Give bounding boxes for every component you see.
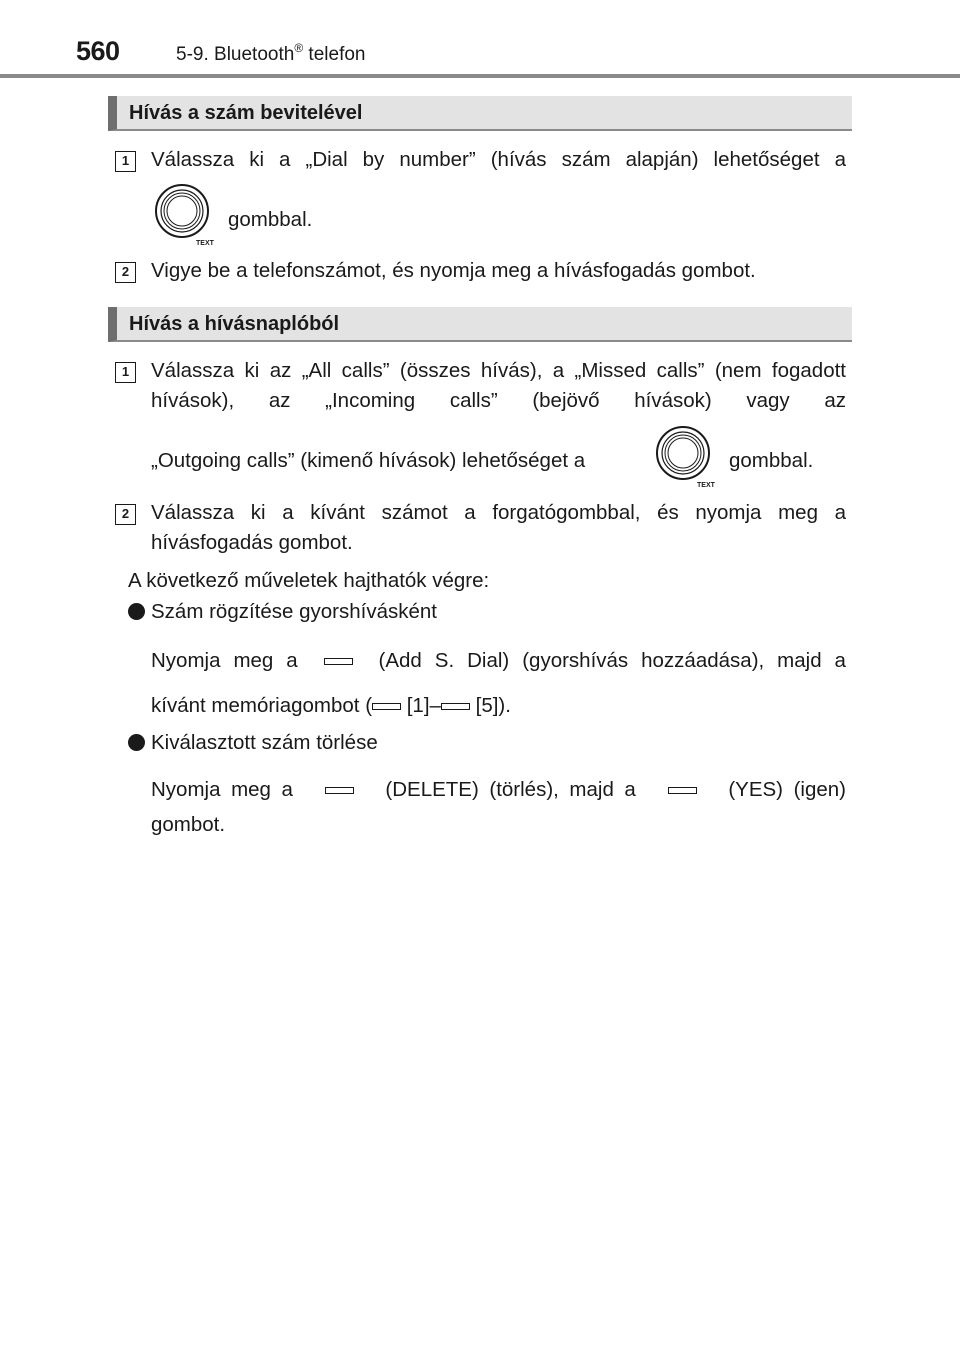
registered-mark: ®	[294, 41, 304, 55]
bullet-icon	[128, 734, 145, 751]
bullet-icon	[128, 603, 145, 620]
button-icon	[325, 783, 354, 798]
header-divider	[0, 74, 960, 78]
step-number-badge: 1	[115, 151, 136, 172]
step-text-line: „Outgoing calls” (kimenő hívások) lehetőséget a	[151, 449, 586, 472]
operation-text-part: [5]).	[475, 694, 511, 717]
button-icon	[441, 699, 470, 714]
section-header-number-entry	[108, 96, 852, 131]
operation-text: gombot.	[151, 813, 226, 836]
operation-text-part: Nyomja meg a	[151, 778, 293, 801]
step-text-suffix: gombbal.	[729, 449, 814, 472]
step-number-badge: 2	[115, 504, 136, 525]
section-prefix: 5-9. Bluetooth	[176, 44, 295, 65]
operation-text	[151, 775, 846, 805]
step-number-badge: 1	[115, 362, 136, 383]
knob-label: TEXT	[697, 482, 715, 489]
text-knob-icon	[650, 424, 720, 490]
section-suffix: telefon	[303, 44, 366, 65]
operations-intro: A következő műveletek hajthatók végre:	[128, 569, 490, 592]
section-header-call-log	[108, 307, 852, 342]
operation-text-part: kívánt memóriagombot (	[151, 694, 373, 717]
page-number: 560	[76, 36, 120, 66]
operation-text	[151, 646, 846, 676]
operation-text	[151, 691, 511, 721]
operation-text-part: (DELETE) (törlés), majd a	[385, 778, 636, 801]
step-text: Válassza ki az „All calls” (összes hívás), a „Missed calls” (nem fogadott hívások), az „Incoming calls” (bejövő hívások) vagy az	[151, 359, 846, 412]
button-icon	[668, 783, 697, 798]
step-text: Vigye be a telefonszámot, és nyomja meg a hívásfogadás gombot.	[151, 259, 756, 282]
text-knob-icon	[149, 182, 219, 248]
section-header-label: Hívás a hívásnaplóból	[129, 313, 340, 335]
section-header-label: Hívás a szám bevitelével	[129, 102, 363, 124]
button-icon	[372, 699, 401, 714]
button-icon	[324, 654, 353, 669]
step-number-badge: 2	[115, 262, 136, 283]
operation-text-part: (Add S. Dial) (gyorshívás hozzáadása), majd a	[378, 649, 846, 672]
operation-text-part: [1]–	[406, 694, 441, 717]
step-text: Válassza ki a „Dial by number” (hívás szám alapján) lehetőséget a	[151, 148, 846, 171]
operation-title: Szám rögzítése gyorshívásként	[151, 600, 437, 623]
step-text: Válassza ki a kívánt számot a forgatógombbal, és nyomja meg a hívásfogadás gombot.	[151, 501, 846, 554]
operation-text-part: (YES) (igen)	[728, 778, 846, 801]
knob-label: TEXT	[196, 240, 214, 247]
section-title	[176, 41, 366, 66]
operation-text-part: Nyomja meg a	[151, 649, 298, 672]
step-text-suffix: gombbal.	[228, 208, 313, 231]
operation-title: Kiválasztott szám törlése	[151, 731, 378, 754]
